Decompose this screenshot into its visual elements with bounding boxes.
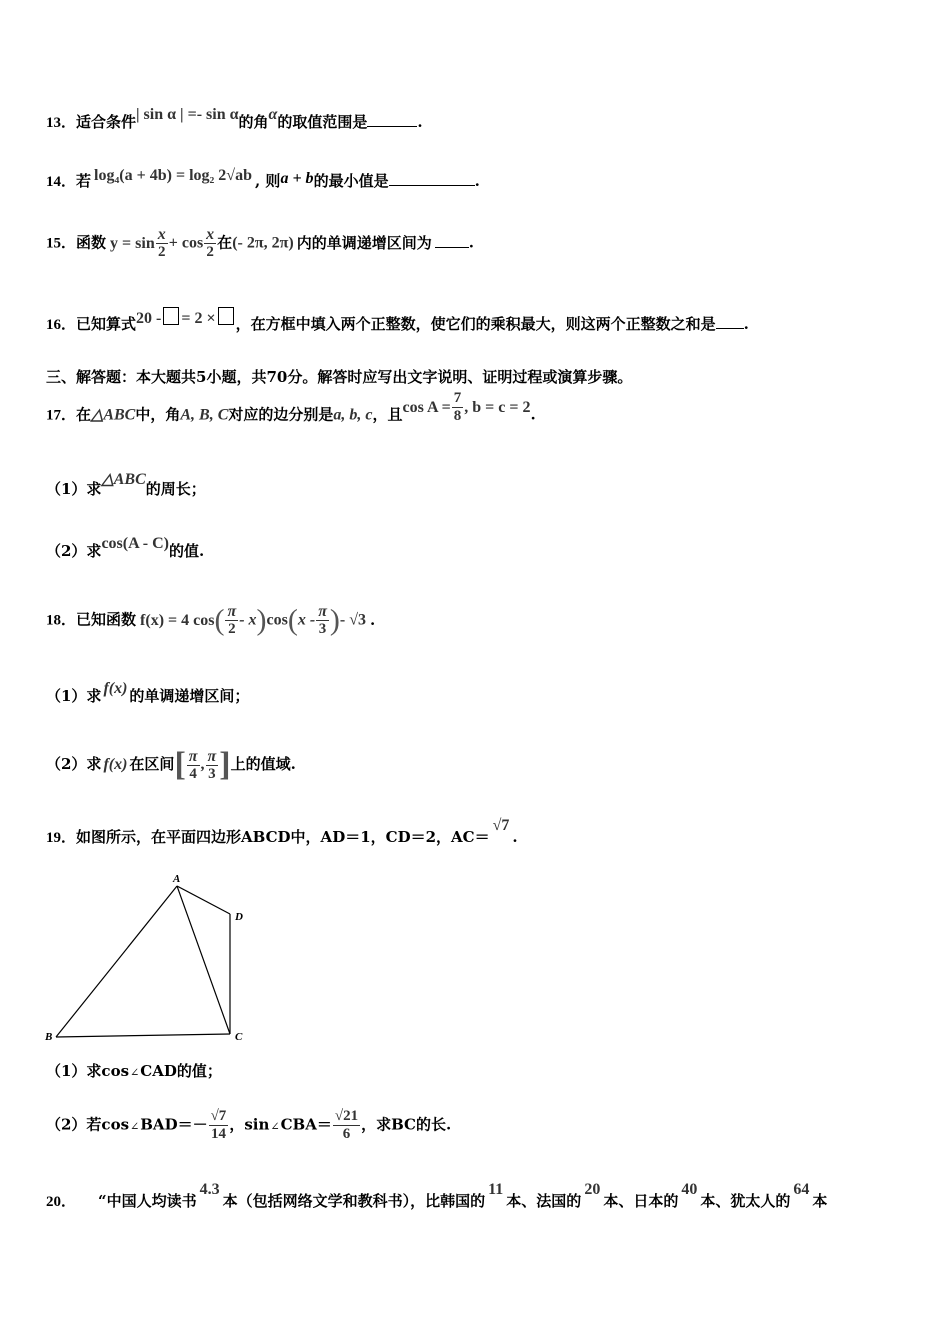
q15-formula: y = sin	[110, 234, 155, 252]
numerator: x	[206, 226, 215, 243]
q13-alpha: α	[268, 106, 278, 123]
q20-value: 20	[584, 1181, 601, 1198]
q20-text: “中国人均读书	[98, 1192, 197, 1210]
part-text: 在区间	[129, 755, 175, 773]
q18-fx: f(x)	[103, 680, 128, 697]
q17-part-1	[46, 471, 206, 499]
q18-formula: cos	[266, 611, 288, 629]
numerator: π	[227, 603, 237, 620]
part-label: （2）求	[46, 755, 102, 773]
q17-part-2	[46, 535, 205, 561]
denominator: 8	[453, 408, 462, 424]
q17-formula: cos A =	[402, 398, 451, 416]
q15-number: 15．	[46, 235, 77, 252]
q16-text: 已知算式	[76, 315, 137, 333]
q19-sqrt: √7	[492, 817, 510, 834]
numerator: π	[207, 747, 217, 765]
q20-value: 11	[488, 1181, 504, 1198]
numerator: √7	[210, 1108, 227, 1124]
q16-number: 16．	[46, 317, 77, 333]
q20-value: 64	[793, 1181, 810, 1198]
q17-period: .	[530, 405, 536, 424]
q15-interval: (- 2π, 2π)	[232, 234, 294, 252]
question-20	[46, 1181, 828, 1211]
q16-formula: 20 -	[136, 310, 162, 327]
part-label: （1）求	[46, 480, 102, 498]
q18-formula: - √3	[339, 611, 367, 629]
denominator: 14	[210, 1126, 226, 1142]
fraction	[209, 1108, 229, 1143]
q15-text: 函数	[76, 233, 107, 252]
edge-bc	[56, 1034, 230, 1037]
q17-text: 对应的边分别是	[228, 405, 334, 424]
fraction	[333, 1108, 360, 1143]
vertex-label-a: A	[173, 873, 181, 885]
q16-text: ，在方框中填入两个正整数，使它们的乘积最大，则这两个正整数之和是	[235, 315, 716, 333]
denominator: 2	[228, 621, 236, 637]
q15-formula: + cos	[168, 234, 204, 252]
part-text: ，sin	[229, 1115, 270, 1134]
q20-number: 20．	[46, 1194, 77, 1210]
q20-text: 本（包括网络文学和教科书），比韩国的	[222, 1192, 486, 1210]
q19-period: .	[512, 828, 518, 846]
denominator: 4	[189, 765, 197, 782]
q14-number: 14．	[46, 174, 77, 190]
part-label: （2）求	[46, 542, 102, 560]
q20-value: 4.3	[199, 1181, 220, 1198]
numerator: x	[157, 226, 166, 243]
numerator: √21	[334, 1108, 359, 1124]
question-17	[46, 390, 536, 433]
q14-text: 若	[76, 172, 92, 190]
numerator: π	[188, 747, 198, 765]
angle-symbol: ∠	[270, 1119, 280, 1133]
q18-fx: f(x)	[103, 756, 128, 773]
part-text: 的值.	[168, 542, 205, 560]
question-16	[46, 310, 749, 334]
paren: )	[256, 603, 267, 637]
answer-blank	[389, 172, 475, 186]
q18-part-1	[46, 680, 250, 706]
q19-part-2	[46, 1108, 451, 1143]
q13-text: 的取值范围是	[277, 113, 368, 131]
bracket: ]	[219, 746, 231, 783]
answer-blank	[435, 234, 469, 248]
q13-formula: | sin α | =- sin α	[136, 106, 239, 123]
denominator: 2	[157, 244, 166, 260]
part-label: （1）求	[46, 687, 102, 705]
question-13	[46, 106, 423, 132]
part-text: BAD＝－	[140, 1115, 208, 1134]
question-18	[46, 603, 375, 638]
denominator: 2	[206, 244, 214, 260]
section-heading: 三、解答题：本大题共5小题，共70分。解答时应写出文字说明、证明过程或演算步骤。	[46, 368, 633, 386]
answer-blank	[716, 315, 744, 329]
vertex-label-d: D	[235, 911, 243, 923]
q20-text: 本、犹太人的	[700, 1192, 791, 1210]
denominator: 6	[342, 1126, 351, 1142]
question-19	[46, 817, 518, 847]
numerator: π	[318, 603, 327, 620]
q17-number: 17．	[46, 407, 77, 424]
q20-text: 本、法国的	[506, 1192, 582, 1210]
quadrilateral-figure	[40, 868, 260, 1048]
q17-triangle: △ABC	[91, 406, 136, 424]
edge-ab	[56, 886, 177, 1037]
part-label: （1）求cos	[46, 1062, 130, 1080]
numerator: 7	[453, 390, 462, 406]
denominator: 3	[318, 621, 327, 637]
vertex-label-b: B	[45, 1031, 53, 1043]
q20-text: 本、日本的	[603, 1192, 679, 1210]
q18-number: 18．	[46, 612, 77, 629]
comma: ,	[200, 756, 205, 773]
q13-text: 的角	[238, 113, 269, 131]
q14-formula: log₄(a + 4b) = log₂ 2√ab	[94, 167, 252, 184]
fraction	[206, 748, 219, 783]
part-text: 的周长；	[145, 480, 206, 498]
q18-formula: - x	[239, 611, 257, 629]
q15-text: 在	[217, 233, 233, 252]
q18-text: 已知函数	[76, 610, 137, 629]
q17-text: 中，角	[135, 405, 181, 424]
q14-text: 的最小值是	[313, 172, 389, 190]
question-14	[46, 167, 480, 191]
empty-box	[163, 307, 179, 325]
angle-symbol: ∠	[130, 1066, 140, 1079]
q16-formula: = 2 ×	[181, 310, 216, 327]
q19-number: 19．	[46, 830, 77, 846]
paren: (	[214, 603, 225, 637]
q13-text: 适合条件	[76, 113, 137, 131]
denominator: 3	[208, 765, 216, 782]
q18-period: .	[370, 610, 376, 629]
q14-expr: a + b	[280, 170, 314, 187]
fraction	[156, 226, 168, 261]
part-label: （2）若cos	[46, 1115, 130, 1134]
q13-number: 13．	[46, 115, 77, 131]
fraction	[316, 603, 329, 638]
q13-period: .	[417, 113, 423, 131]
part-text: 上的值域.	[230, 755, 296, 773]
q14-period: .	[474, 172, 480, 190]
q17-formula: , b = c = 2	[464, 398, 531, 416]
answer-blank	[367, 113, 417, 127]
q15-text: 内的单调递增区间为	[296, 233, 432, 252]
q17-angles: A, B, C	[180, 406, 229, 424]
q18-part-2	[46, 746, 296, 784]
q19-text: 如图所示，在平面四边形ABCD中，AD＝1，CD＝2，AC＝	[76, 828, 490, 846]
fraction	[452, 390, 464, 425]
q14-text: , 则	[254, 172, 281, 190]
q19-part-1	[46, 1060, 222, 1081]
paren: )	[329, 603, 340, 637]
q18-formula: x -	[297, 611, 316, 629]
part-text: CAD的值；	[140, 1062, 222, 1080]
q17-triangle: △ABC	[101, 471, 146, 488]
q18-formula: f(x) = 4 cos	[140, 611, 215, 629]
part-text: CBA＝	[280, 1115, 332, 1134]
vertex-label-c: C	[235, 1031, 243, 1043]
bracket: [	[174, 746, 186, 783]
q15-period: .	[468, 233, 474, 252]
question-15	[46, 226, 474, 261]
fraction	[187, 748, 200, 783]
fraction	[225, 603, 238, 638]
fraction	[204, 226, 216, 261]
paren: (	[287, 603, 298, 637]
q16-period: .	[743, 315, 749, 333]
q17-formula: cos(A - C)	[101, 535, 169, 552]
part-text: ，求BC的长.	[361, 1115, 452, 1134]
diagonal-ac	[177, 886, 230, 1034]
empty-box	[218, 307, 234, 325]
q20-text: 本	[812, 1192, 828, 1210]
angle-symbol: ∠	[130, 1119, 140, 1133]
part-text: 的单调递增区间；	[129, 687, 250, 705]
q17-text: ，且	[372, 405, 403, 424]
q20-value: 40	[681, 1181, 698, 1198]
q17-text: 在	[76, 405, 92, 424]
q17-sides: a, b, c	[333, 406, 373, 424]
